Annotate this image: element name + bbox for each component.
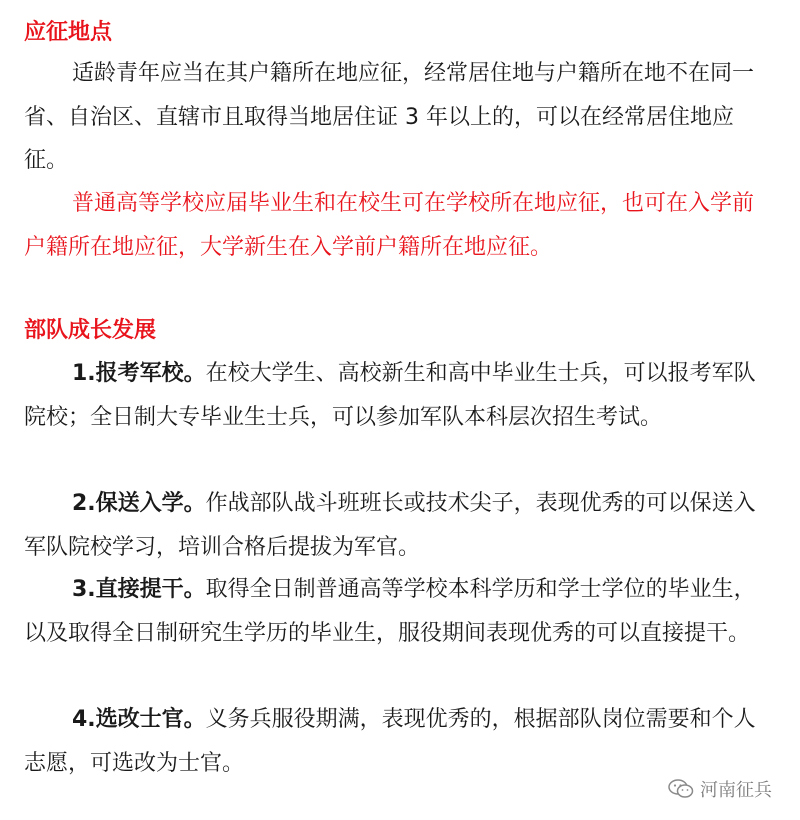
wechat-watermark (668, 776, 772, 802)
item-lead: 1.报考军校。 (72, 361, 206, 386)
item-lead: 3.直接提干。 (72, 577, 206, 602)
item-text: 在校大学生、高校新生和高中毕业生士兵，可以报考军队院校；全日制大专毕业生士兵，可以参加军队本科层次招生考试。 (24, 361, 756, 430)
item-lead: 2.保送入学。 (72, 491, 206, 516)
section-heading-location: 应征地点 (24, 20, 113, 45)
list-item-recommended-admission (24, 482, 772, 569)
item-text: 取得全日制普通高等学校本科学历和学士学位的毕业生，以及取得全日制研究生学历的毕业生，服役期间表现优秀的可以直接提干。 (24, 577, 756, 646)
item-lead: 4.选改士官。 (72, 707, 206, 732)
list-item-direct-promotion (24, 568, 772, 655)
section-heading-development: 部队成长发展 (24, 318, 157, 343)
watermark-label: 河南征兵 (700, 780, 772, 801)
wechat-icon (668, 779, 694, 799)
list-item-military-academy (24, 352, 772, 439)
list-item-nco-selection (24, 698, 772, 785)
item-text: 义务兵服役期满，表现优秀的，根据部队岗位需要和个人志愿，可选改为士官。 (24, 707, 756, 776)
item-text: 作战部队战斗班班长或技术尖子，表现优秀的可以保送入军队院校学习，培训合格后提拔为军官。 (24, 491, 756, 560)
paragraph-student-rules: 普通高等学校应届毕业生和在校生可在学校所在地应征，也可在入学前户籍所在地应征，大学新生在入学前户籍所在地应征。 (24, 191, 755, 260)
paragraph-location-rules: 适龄青年应当在其户籍所在地应征，经常居住地与户籍所在地不在同一省、自治区、直辖市且取得当地居住证 3 年以上的，可以在经常居住地应征。 (24, 61, 755, 173)
